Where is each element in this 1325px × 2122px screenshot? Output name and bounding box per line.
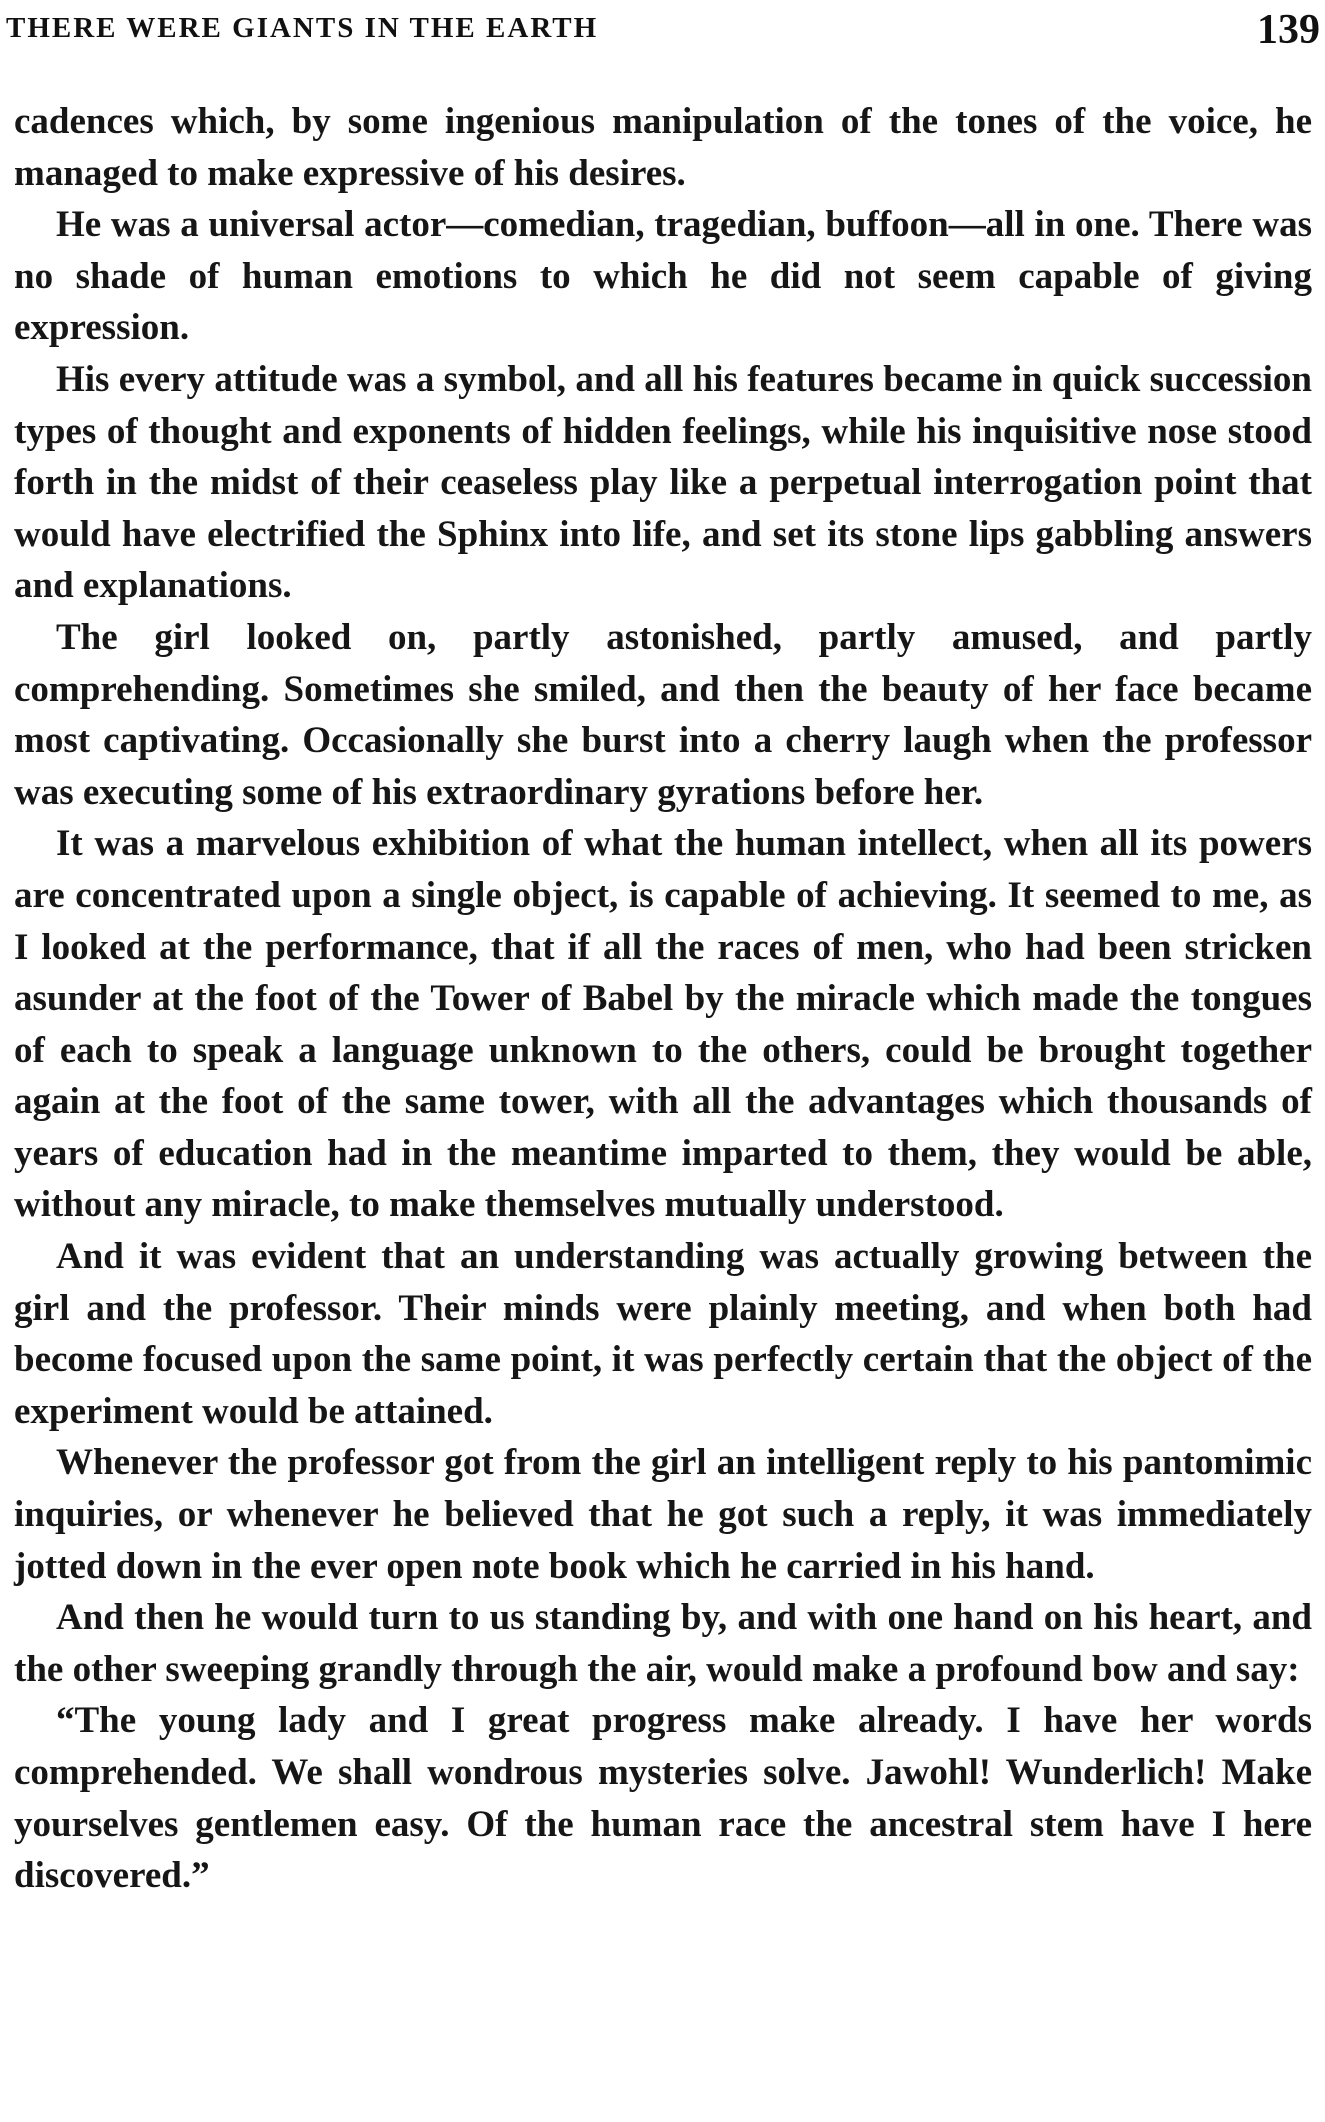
paragraph: He was a universal actor—comedian, tragedian, buffoon—all in one. There was no shade of human emotions to which he did not seem capable of giving expression. [14, 204, 1312, 349]
paragraph: And then he would turn to us standing by, and with one hand on his heart, and the other sweeping grandly through the air, would make a profound bow and say: [14, 1597, 1312, 1690]
paragraph: The girl looked on, partly astonished, partly amused, and partly comprehending. Sometimes she smiled, and then the beauty of her face became most captivating. Occasionally she burst into a cherry laugh when the professor was executing some of his extraordinary gyrations before her. [14, 616, 1312, 813]
paragraph-continued: cadences which, by some ingenious manipulation of the tones of the voice, he managed to make expressive of his desires. [14, 101, 1312, 194]
paragraph: And it was evident that an understanding was actually growing between the girl and the professor. Their minds were plainly meeting, and when both had become focused upon the same point, it was perfectly certain that the object of the experiment would be attained. [14, 1236, 1312, 1432]
paragraph: Whenever the professor got from the girl an intelligent reply to his pantomimic inquiries, or whenever he believed that he got such a reply, it was immediately jotted down in the ever open note book which he carried in his hand. [14, 1442, 1312, 1587]
paragraph: It was a marvelous exhibition of what the human intellect, when all its powers are concentrated upon a single object, is capable of achieving. It seemed to me, as I looked at the performance, that if all the races of men, who had been stricken asunder at the foot of the Tower of Babel by the miracle which made the tongues of each to speak a language unknown to the others, could be brought together again at the foot of the same tower, with all the advantages which thousands of years of education had in the meantime imparted to them, they would be able, without any miracle, to make themselves mutually understood. [14, 823, 1312, 1226]
page-header [6, 6, 1320, 56]
paragraph-quotation: “The young lady and I great progress make already. I have her words comprehended. We shall wondrous mysteries solve. Jawohl! Wunderlich! Make yourselves gentlemen easy. Of the human race the ancestral stem have I here discovered.” [14, 1700, 1312, 1897]
running-head: THERE WERE GIANTS IN THE EARTH [6, 12, 599, 44]
paragraph: His every attitude was a symbol, and all his features became in quick succession types of thought and exponents of hidden feelings, while his inquisitive nose stood forth in the midst of their ceaseless play like a perpetual interrogation point that would have electrified the Sphinx into life, and set its stone lips gabbling answers and explanations. [14, 358, 1312, 607]
page-number: 139 [1257, 7, 1320, 53]
body-text [14, 96, 1312, 1902]
